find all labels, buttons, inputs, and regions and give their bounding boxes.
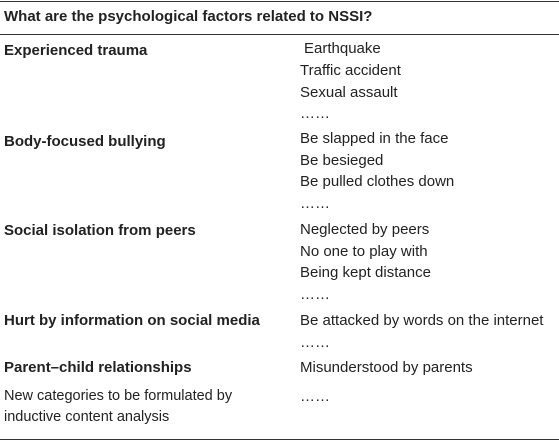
table-header: What are the psychological factors related to NSSI? <box>4 8 373 25</box>
examples-parent-child <box>300 357 558 379</box>
example-item: …… <box>300 194 330 212</box>
example-item: Being kept distance <box>300 264 431 281</box>
header-rule <box>0 34 559 35</box>
example-item: Traffic accident <box>300 62 401 79</box>
example-item: …… <box>300 105 330 122</box>
category-experienced-trauma: Experienced trauma <box>4 42 148 59</box>
table-bottom-rule <box>0 439 559 440</box>
example-item: …… <box>300 285 330 303</box>
category-parent-child: Parent–child relationships <box>4 359 192 376</box>
example-item: Sexual assault <box>300 83 398 101</box>
examples-social-isolation <box>300 219 558 305</box>
category-social-media: Hurt by information on social media <box>4 312 260 329</box>
example-item: Be attacked by words on the internet <box>300 312 544 329</box>
examples-social-media <box>300 310 558 353</box>
example-item: No one to play with <box>300 242 428 260</box>
example-item: Neglected by peers <box>300 221 430 238</box>
example-item: …… <box>300 388 330 405</box>
example-item: Misunderstood by parents <box>300 359 473 376</box>
category-body-focused-bullying: Body-focused bullying <box>4 133 166 150</box>
example-item: …… <box>300 333 330 351</box>
example-item: Be pulled clothes down <box>300 173 455 190</box>
example-item: Earthquake <box>304 40 381 57</box>
examples-body-focused-bullying <box>300 128 558 214</box>
category-new-categories: New categories to be formulated by inductive content analysis <box>4 388 233 425</box>
example-item: Be besieged <box>300 151 384 169</box>
category-social-isolation: Social isolation from peers <box>4 222 196 239</box>
examples-new-categories <box>300 386 558 408</box>
examples-experienced-trauma-cont <box>300 60 558 125</box>
examples-experienced-trauma <box>304 38 559 60</box>
table-top-rule <box>0 1 559 2</box>
example-item: Be slapped in the face <box>300 130 449 147</box>
